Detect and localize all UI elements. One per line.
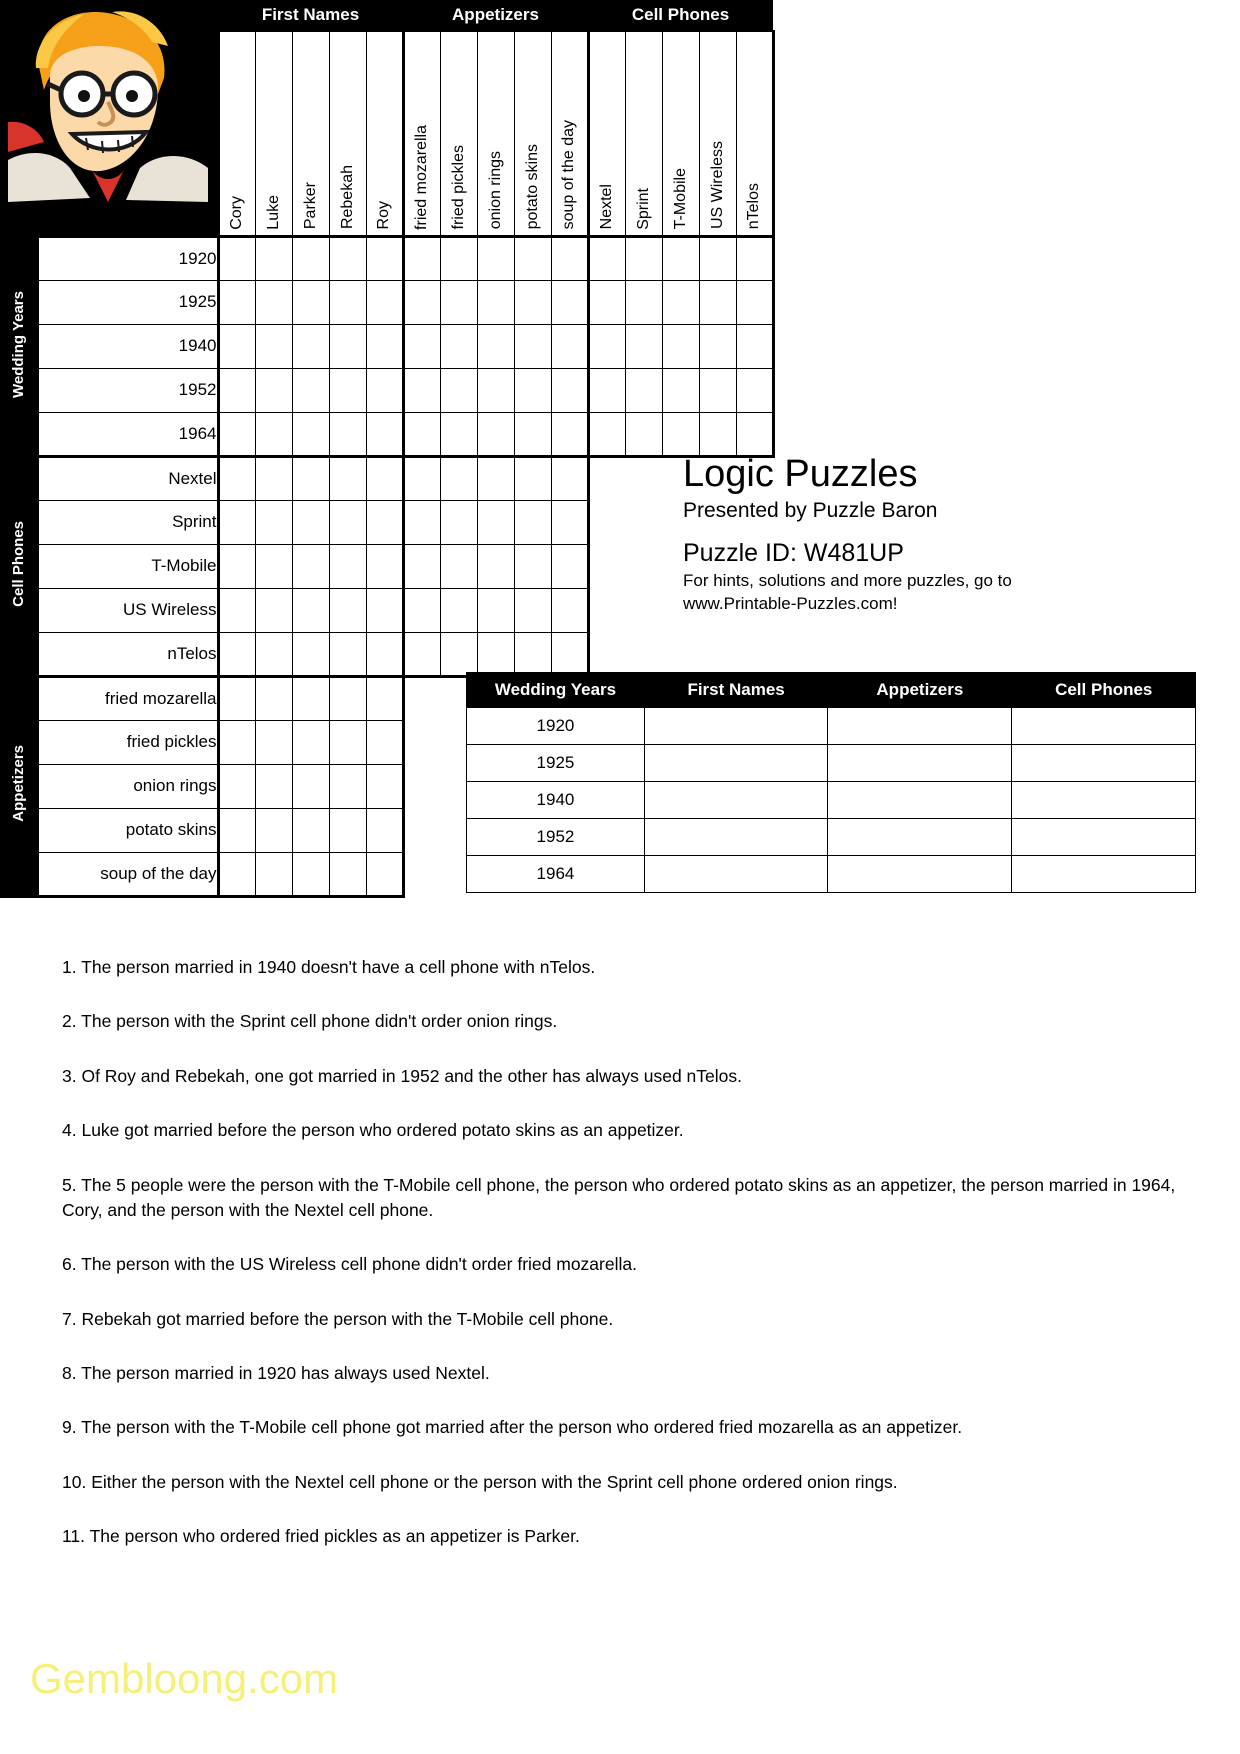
grid-cell[interactable] — [366, 456, 403, 500]
row-label-fried-mozarella: fried mozarella — [38, 676, 218, 720]
col-header-roy: Roy — [366, 31, 403, 236]
row-label-fried-pickles: fried pickles — [38, 720, 218, 764]
grid-cell[interactable] — [551, 456, 588, 500]
row-label-soup-of-the-day: soup of the day — [38, 852, 218, 896]
grid-cell[interactable] — [292, 588, 329, 632]
grid-cell[interactable] — [366, 632, 403, 676]
group-header-appetizers: Appetizers — [403, 0, 588, 31]
grid-cell[interactable] — [255, 720, 292, 764]
grid-cell[interactable] — [366, 852, 403, 896]
clue-item: 1. The person married in 1940 doesn't have a cell phone with nTelos. — [62, 957, 596, 977]
grid-cell[interactable] — [329, 368, 366, 412]
grid-cell[interactable] — [514, 324, 551, 368]
row-category-wedding-years: Wedding Years — [0, 236, 38, 456]
grid-cell[interactable] — [218, 368, 255, 412]
grid-cell[interactable] — [329, 632, 366, 676]
grid-cell[interactable] — [699, 280, 736, 324]
grid-cell[interactable] — [551, 324, 588, 368]
answer-name-blank[interactable] — [644, 745, 827, 782]
grid-cell[interactable] — [551, 236, 588, 280]
grid-cell[interactable] — [699, 412, 736, 456]
table-row — [467, 819, 1196, 856]
grid-cell[interactable] — [440, 544, 477, 588]
grid-cell[interactable] — [218, 588, 255, 632]
answer-year: 1920 — [467, 708, 645, 745]
row-label-t-mobile: T-Mobile — [38, 544, 218, 588]
grid-cell[interactable] — [403, 280, 440, 324]
col-header-onion-rings: onion rings — [477, 31, 514, 236]
grid-cell[interactable] — [403, 324, 440, 368]
grid-cell[interactable] — [699, 236, 736, 280]
grid-cell[interactable] — [440, 456, 477, 500]
col-header-luke: Luke — [255, 31, 292, 236]
answer-name-blank[interactable] — [644, 782, 827, 819]
grid-cell[interactable] — [218, 720, 255, 764]
answer-header-appetizers: Appetizers — [828, 673, 1012, 708]
grid-cell[interactable] — [255, 852, 292, 896]
grid-cell[interactable] — [255, 324, 292, 368]
grid-cell[interactable] — [329, 588, 366, 632]
grid-cell[interactable] — [477, 236, 514, 280]
answer-name-blank[interactable] — [644, 856, 827, 893]
col-header-t-mobile: T-Mobile — [662, 31, 699, 236]
grid-cell[interactable] — [514, 236, 551, 280]
answer-phone-blank[interactable] — [1012, 782, 1196, 819]
col-header-soup-of-the-day: soup of the day — [551, 31, 588, 236]
grid-cell[interactable] — [329, 280, 366, 324]
grid-cell[interactable] — [218, 852, 255, 896]
col-header-parker: Parker — [292, 31, 329, 236]
clue-item: 10. Either the person with the Nextel cell phone or the person with the Sprint cell phone ordered onion rings. — [62, 1471, 898, 1492]
grid-cell[interactable] — [551, 412, 588, 456]
grid-cell[interactable] — [255, 236, 292, 280]
grid-cell[interactable] — [440, 588, 477, 632]
grid-cell[interactable] — [218, 280, 255, 324]
clue-list — [62, 955, 1182, 1579]
grid-cell[interactable] — [292, 368, 329, 412]
answer-year: 1952 — [467, 819, 645, 856]
grid-cell[interactable] — [440, 368, 477, 412]
grid-cell[interactable] — [514, 500, 551, 544]
grid-cell[interactable] — [292, 808, 329, 852]
col-header-potato-skins: potato skins — [514, 31, 551, 236]
answer-header-cell-phones: Cell Phones — [1012, 673, 1196, 708]
table-header-row — [467, 673, 1196, 708]
grid-cell[interactable] — [218, 632, 255, 676]
page-subtitle: Presented by Puzzle Baron — [683, 498, 938, 522]
grid-cell[interactable] — [403, 632, 440, 676]
answer-appetizer-blank[interactable] — [828, 782, 1012, 819]
grid-cell[interactable] — [255, 368, 292, 412]
row-label-1925: 1925 — [38, 280, 218, 324]
grid-cell[interactable] — [477, 324, 514, 368]
grid-cell[interactable] — [736, 368, 773, 412]
clue-item: 11. The person who ordered fried pickles as an appetizer is Parker. — [62, 1526, 580, 1547]
grid-cell[interactable] — [736, 280, 773, 324]
table-row — [467, 782, 1196, 819]
grid-cell[interactable] — [292, 324, 329, 368]
grid-cell[interactable] — [366, 544, 403, 588]
grid-cell[interactable] — [218, 500, 255, 544]
grid-cell[interactable] — [551, 368, 588, 412]
clue-item: 5. The 5 people were the person with the T-Mobile cell phone, the person who ordered potato skins as an appetizer, the person married in 1964, Cory, and the person with the Nextel cell phone. — [62, 1174, 1176, 1220]
grid-cell[interactable] — [477, 368, 514, 412]
col-header-ntelos: nTelos — [736, 31, 773, 236]
grid-cell[interactable] — [292, 456, 329, 500]
row-label-potato-skins: potato skins — [38, 808, 218, 852]
grid-cell[interactable] — [403, 588, 440, 632]
page-title: Logic Puzzles — [683, 453, 918, 495]
grid-cell[interactable] — [255, 544, 292, 588]
grid-cell[interactable] — [551, 544, 588, 588]
grid-cell[interactable] — [218, 676, 255, 720]
grid-cell[interactable] — [514, 544, 551, 588]
grid-cell[interactable] — [366, 808, 403, 852]
grid-cell[interactable] — [255, 456, 292, 500]
clue-item: 7. Rebekah got married before the person with the T-Mobile cell phone. — [62, 1308, 614, 1329]
grid-cell[interactable] — [588, 412, 625, 456]
grid-cell[interactable] — [366, 236, 403, 280]
grid-cell[interactable] — [329, 236, 366, 280]
puzzle-note: For hints, solutions and more puzzles, go to www.Printable-Puzzles.com! — [683, 570, 1012, 613]
grid-cell[interactable] — [255, 764, 292, 808]
grid-cell[interactable] — [255, 676, 292, 720]
grid-cell[interactable] — [218, 544, 255, 588]
grid-cell[interactable] — [292, 764, 329, 808]
grid-cell[interactable] — [662, 368, 699, 412]
grid-cell[interactable] — [662, 280, 699, 324]
grid-cell[interactable] — [292, 544, 329, 588]
grid-cell[interactable] — [403, 412, 440, 456]
grid-cell[interactable] — [255, 412, 292, 456]
answer-phone-blank[interactable] — [1012, 708, 1196, 745]
grid-cell[interactable] — [477, 588, 514, 632]
answer-phone-blank[interactable] — [1012, 819, 1196, 856]
title-block — [683, 455, 1203, 616]
table-row — [467, 856, 1196, 893]
grid-cell[interactable] — [292, 412, 329, 456]
table-row — [467, 745, 1196, 782]
grid-cell[interactable] — [292, 720, 329, 764]
grid-cell[interactable] — [440, 632, 477, 676]
grid-cell[interactable] — [699, 368, 736, 412]
clue-item: 2. The person with the Sprint cell phone didn't order onion rings. — [62, 1011, 558, 1032]
answer-year: 1940 — [467, 782, 645, 819]
grid-cell[interactable] — [514, 456, 551, 500]
grid-cell[interactable] — [662, 412, 699, 456]
grid-cell[interactable] — [218, 324, 255, 368]
grid-cell[interactable] — [625, 280, 662, 324]
grid-cell[interactable] — [292, 852, 329, 896]
grid-cell[interactable] — [255, 808, 292, 852]
answer-phone-blank[interactable] — [1012, 856, 1196, 893]
grid-cell[interactable] — [366, 676, 403, 720]
grid-cell[interactable] — [625, 324, 662, 368]
col-header-rebekah: Rebekah — [329, 31, 366, 236]
grid-cell[interactable] — [292, 500, 329, 544]
answer-name-blank[interactable] — [644, 708, 827, 745]
grid-cell[interactable] — [218, 412, 255, 456]
grid-cell[interactable] — [329, 544, 366, 588]
grid-cell[interactable] — [403, 236, 440, 280]
grid-cell[interactable] — [329, 852, 366, 896]
grid-cell[interactable] — [588, 280, 625, 324]
row-label-onion-rings: onion rings — [38, 764, 218, 808]
grid-cell[interactable] — [662, 324, 699, 368]
grid-cell[interactable] — [588, 324, 625, 368]
group-header-cell-phones: Cell Phones — [588, 0, 773, 31]
row-label-nextel: Nextel — [38, 456, 218, 500]
grid-cell[interactable] — [514, 588, 551, 632]
grid-cell[interactable] — [514, 412, 551, 456]
grid-cell[interactable] — [366, 280, 403, 324]
answer-year: 1964 — [467, 856, 645, 893]
puzzle-baron-mascot-icon — [8, 2, 208, 202]
grid-cell[interactable] — [366, 720, 403, 764]
grid-cell[interactable] — [292, 280, 329, 324]
grid-cell[interactable] — [551, 500, 588, 544]
watermark: Gembloong.com — [30, 1655, 339, 1702]
grid-cell[interactable] — [366, 764, 403, 808]
clue-item: 4. Luke got married before the person who ordered potato skins as an appetizer. — [62, 1120, 684, 1141]
grid-cell[interactable] — [329, 456, 366, 500]
grid-cell[interactable] — [218, 764, 255, 808]
row-label-us-wireless: US Wireless — [38, 588, 218, 632]
grid-cell[interactable] — [403, 544, 440, 588]
grid-cell[interactable] — [551, 280, 588, 324]
clue-item: 8. The person married in 1920 has always used Nextel. — [62, 1363, 490, 1383]
grid-cell[interactable] — [477, 456, 514, 500]
answer-appetizer-blank[interactable] — [828, 708, 1012, 745]
grid-cell[interactable] — [440, 412, 477, 456]
answer-header-first-names: First Names — [644, 673, 827, 708]
col-header-fried-pickles: fried pickles — [440, 31, 477, 236]
grid-cell[interactable] — [477, 280, 514, 324]
col-header-sprint: Sprint — [625, 31, 662, 236]
clue-item: 6. The person with the US Wireless cell phone didn't order fried mozarella. — [62, 1254, 637, 1275]
grid-cell[interactable] — [329, 412, 366, 456]
grid-cell[interactable] — [255, 588, 292, 632]
grid-cell[interactable] — [440, 236, 477, 280]
grid-cell[interactable] — [255, 632, 292, 676]
row-label-sprint: Sprint — [38, 500, 218, 544]
row-label-1964: 1964 — [38, 412, 218, 456]
grid-cell[interactable] — [403, 368, 440, 412]
grid-cell[interactable] — [736, 236, 773, 280]
row-category-appetizers: Appetizers — [0, 676, 38, 896]
grid-cell[interactable] — [329, 720, 366, 764]
answer-table — [466, 672, 1196, 893]
grid-cell[interactable] — [588, 236, 625, 280]
row-category-cell-phones: Cell Phones — [0, 456, 38, 676]
col-header-nextel: Nextel — [588, 31, 625, 236]
grid-cell[interactable] — [440, 324, 477, 368]
grid-cell[interactable] — [699, 324, 736, 368]
grid-cell[interactable] — [366, 500, 403, 544]
answer-name-blank[interactable] — [644, 819, 827, 856]
grid-cell[interactable] — [255, 280, 292, 324]
grid-cell[interactable] — [292, 236, 329, 280]
grid-cell[interactable] — [625, 368, 662, 412]
grid-cell[interactable] — [551, 632, 588, 676]
grid-cell[interactable] — [329, 808, 366, 852]
grid-cell[interactable] — [292, 632, 329, 676]
row-label-ntelos: nTelos — [38, 632, 218, 676]
grid-cell[interactable] — [440, 500, 477, 544]
grid-cell[interactable] — [588, 368, 625, 412]
grid-cell[interactable] — [440, 280, 477, 324]
grid-cell[interactable] — [255, 500, 292, 544]
grid-cell[interactable] — [329, 324, 366, 368]
grid-cell[interactable] — [477, 544, 514, 588]
row-label-1920: 1920 — [38, 236, 218, 280]
grid-cell[interactable] — [366, 412, 403, 456]
grid-cell[interactable] — [292, 676, 329, 720]
grid-cell[interactable] — [366, 368, 403, 412]
col-header-fried-mozarella: fried mozarella — [403, 31, 440, 236]
grid-cell[interactable] — [736, 412, 773, 456]
grid-cell[interactable] — [551, 588, 588, 632]
grid-cell[interactable] — [477, 500, 514, 544]
grid-cell[interactable] — [218, 456, 255, 500]
grid-cell[interactable] — [625, 236, 662, 280]
grid-cell[interactable] — [403, 456, 440, 500]
answer-appetizer-blank[interactable] — [828, 856, 1012, 893]
answer-phone-blank[interactable] — [1012, 745, 1196, 782]
grid-cell[interactable] — [514, 280, 551, 324]
answer-year: 1925 — [467, 745, 645, 782]
puzzle-id: Puzzle ID: W481UP — [683, 538, 904, 567]
grid-cell[interactable] — [366, 324, 403, 368]
clue-item: 9. The person with the T-Mobile cell phone got married after the person who ordered fried mozarella as an appetizer. — [62, 1417, 963, 1438]
answer-appetizer-blank[interactable] — [828, 745, 1012, 782]
grid-cell[interactable] — [514, 368, 551, 412]
answer-appetizer-blank[interactable] — [828, 819, 1012, 856]
row-label-1940: 1940 — [38, 324, 218, 368]
grid-blank-area — [588, 632, 773, 676]
col-header-us-wireless: US Wireless — [699, 31, 736, 236]
grid-cell[interactable] — [662, 236, 699, 280]
table-row — [467, 708, 1196, 745]
group-header-first-names: First Names — [218, 0, 403, 31]
grid-cell[interactable] — [218, 808, 255, 852]
answer-header-wedding-years: Wedding Years — [467, 673, 645, 708]
grid-cell[interactable] — [218, 236, 255, 280]
row-label-1952: 1952 — [38, 368, 218, 412]
grid-cell[interactable] — [477, 412, 514, 456]
grid-cell[interactable] — [514, 632, 551, 676]
grid-cell[interactable] — [329, 500, 366, 544]
grid-cell[interactable] — [477, 632, 514, 676]
grid-cell[interactable] — [403, 500, 440, 544]
col-header-cory: Cory — [218, 31, 255, 236]
grid-cell[interactable] — [329, 676, 366, 720]
grid-cell[interactable] — [329, 764, 366, 808]
grid-cell[interactable] — [366, 588, 403, 632]
grid-cell[interactable] — [736, 324, 773, 368]
clue-item: 3. Of Roy and Rebekah, one got married in 1952 and the other has always used nTelos. — [62, 1065, 743, 1086]
grid-cell[interactable] — [625, 412, 662, 456]
